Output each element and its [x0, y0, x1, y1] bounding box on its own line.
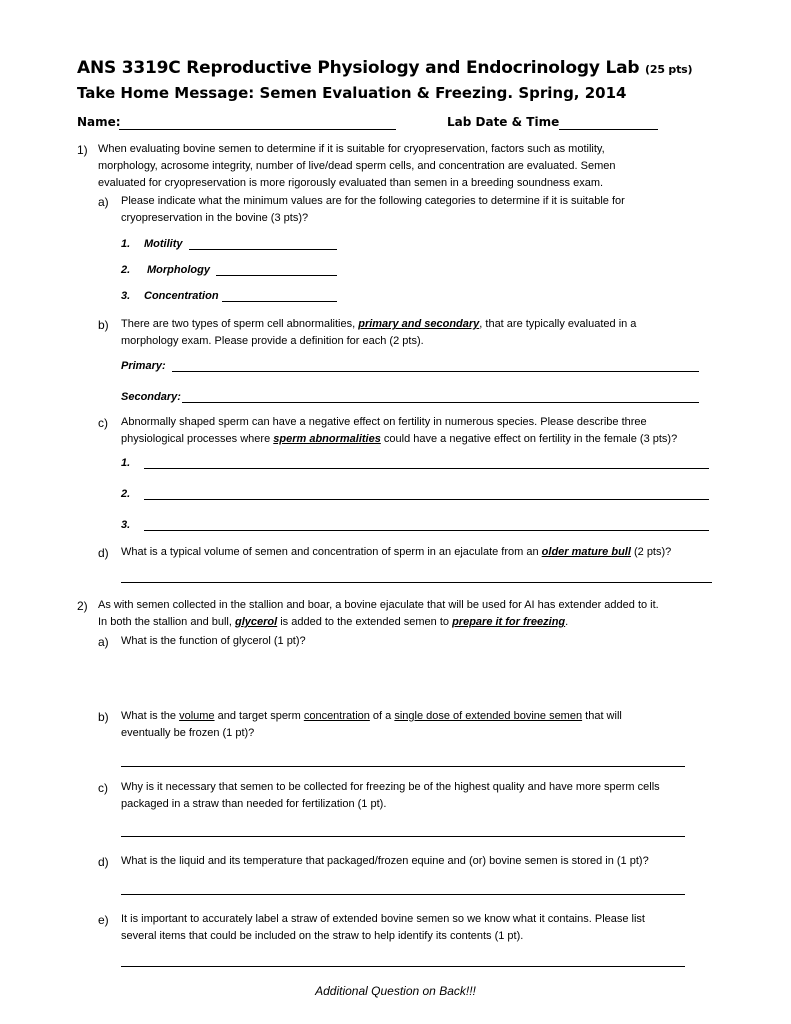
q2d-letter: d) [98, 855, 109, 869]
q2d-text: What is the liquid and its temperature that packaged/frozen equine and (or) bovine semen is stored in (1 pt)? [121, 855, 649, 867]
q1c-item-2-num: 2. [121, 488, 131, 500]
q1a-line-2: cryopreservation in the bovine (3 pts)? [121, 212, 309, 224]
q2b-answer-blank[interactable] [121, 766, 685, 767]
q1-intro-line-1: When evaluating bovine semen to determine if it is suitable for cryopreservation, factors such as motility, [98, 143, 605, 155]
q1b-letter: b) [98, 318, 109, 332]
q1d-answer-blank[interactable] [121, 582, 712, 583]
q2c-line-2: packaged in a straw than needed for fertilization (1 pt). [121, 798, 387, 810]
q1c-item-1-num: 1. [121, 457, 131, 469]
q2e-letter: e) [98, 913, 109, 927]
page-subtitle: Take Home Message: Semen Evaluation & Freezing. Spring, 2014 [77, 84, 627, 102]
q2c-line-1: Why is it necessary that semen to be collected for freezing be of the highest quality and have more sperm cells [121, 781, 660, 793]
q1c-item-3-blank[interactable] [144, 530, 709, 531]
q2-line-2 [98, 614, 568, 631]
q1-number: 1) [77, 143, 88, 157]
q1a-item-2-num: 2. [121, 264, 131, 276]
q1-intro-line-3: evaluated for cryopreservation is more rigorously evaluated than semen in a breeding soundness exam. [98, 177, 604, 189]
q1b-secondary-blank[interactable] [182, 402, 699, 403]
q2b-single-dose: single dose of extended bovine semen [394, 710, 583, 722]
q1b-line-1-post: , that are typically evaluated in a [479, 318, 637, 330]
q2-line-2-mid: is added to the extended semen to [277, 616, 453, 628]
q1c-line-2-pre: physiological processes where [121, 433, 274, 445]
page-title [77, 58, 692, 78]
q1d-letter: d) [98, 546, 109, 560]
q1b-line-1 [121, 316, 636, 333]
q1c-line-2-post: could have a negative effect on fertility in the female (3 pts)? [380, 433, 678, 445]
q2c-answer-blank[interactable] [121, 836, 685, 837]
q1c-item-2-blank[interactable] [144, 499, 709, 500]
q2b-concentration: concentration [303, 710, 370, 722]
q1d-text-post: (2 pts)? [630, 546, 672, 558]
q2b-letter: b) [98, 710, 109, 724]
q1b-primary-blank[interactable] [172, 371, 699, 372]
q2-line-2-glycerol: glycerol [234, 616, 278, 628]
q2-line-1: As with semen collected in the stallion and boar, a bovine ejaculate that will be used for AI has extender added to it. [98, 599, 659, 611]
q2b-t4: that will [582, 710, 622, 722]
q2b-volume: volume [179, 710, 215, 722]
title-text: ANS 3319C Reproductive Physiology and Endocrinology Lab [77, 58, 640, 78]
q1-intro-line-2: morphology, acrosome integrity, number of live/dead sperm cells, and concentration are evaluated. Semen [98, 160, 616, 172]
q1c-letter: c) [98, 416, 108, 430]
q1b-line-1-pre: There are two types of sperm cell abnormalities, [121, 318, 359, 330]
q1c-item-3-num: 3. [121, 519, 131, 531]
q2-line-2-freezing: prepare it for freezing [452, 616, 566, 628]
q2b-t1: What is the [121, 710, 180, 722]
q1b-line-2: morphology exam. Please provide a definition for each (2 pts). [121, 335, 424, 347]
q1c-line-1: Abnormally shaped sperm can have a negative effect on fertility in numerous species. Please describe three [121, 416, 647, 428]
q1c-line-2-emphasis: sperm abnormalities [273, 433, 381, 445]
q2d-answer-blank[interactable] [121, 894, 685, 895]
q2e-line-1: It is important to accurately label a straw of extended bovine semen so we know what it contains. Please list [121, 913, 645, 925]
q2b-line-1 [121, 708, 622, 725]
q1c-item-1-blank[interactable] [144, 468, 709, 469]
q1d-text [121, 544, 671, 561]
q2b-t3: of a [369, 710, 395, 722]
q2e-line-2: several items that could be included on the straw to help identify its contents (1 pt). [121, 930, 524, 942]
q2-line-2-pre: In both the stallion and bull, [98, 616, 235, 628]
q1a-line-1: Please indicate what the minimum values are for the following categories to determine if it is suitable for [121, 195, 625, 207]
q1b-primary-label: Primary: [121, 360, 166, 372]
q1a-item-3-label: Concentration [144, 290, 219, 302]
q1a-item-3-num: 3. [121, 290, 131, 302]
q1a-concentration-blank[interactable] [222, 301, 337, 302]
q2b-line-2: eventually be frozen (1 pt)? [121, 727, 255, 739]
q1a-item-1-label: Motility [144, 238, 183, 250]
q2a-text: What is the function of glycerol (1 pt)? [121, 635, 306, 647]
q1b-line-1-emphasis: primary and secondary [358, 318, 480, 330]
q1d-text-pre: What is a typical volume of semen and concentration of sperm in an ejaculate from an [121, 546, 542, 558]
lab-date-label: Lab Date & Time [447, 115, 560, 129]
q1a-item-2-label: Morphology [147, 264, 210, 276]
q1a-morphology-blank[interactable] [216, 275, 337, 276]
q2c-letter: c) [98, 781, 108, 795]
q2a-letter: a) [98, 635, 109, 649]
name-field[interactable] [119, 129, 396, 130]
name-label: Name: [77, 115, 121, 129]
q1a-letter: a) [98, 195, 109, 209]
q2e-answer-blank[interactable] [121, 966, 685, 967]
q1c-line-2 [121, 431, 677, 448]
footer-note: Additional Question on Back!!! [315, 984, 476, 998]
q2b-t2: and target sperm [214, 710, 304, 722]
title-points: (25 pts) [645, 63, 693, 76]
q2-line-2-post: . [565, 616, 569, 628]
lab-date-field[interactable] [559, 129, 658, 130]
q1a-motility-blank[interactable] [189, 249, 337, 250]
q2-number: 2) [77, 599, 88, 613]
q1d-text-emphasis: older mature bull [541, 546, 631, 558]
q1a-item-1-num: 1. [121, 238, 131, 250]
q1b-secondary-label: Secondary: [121, 391, 181, 403]
